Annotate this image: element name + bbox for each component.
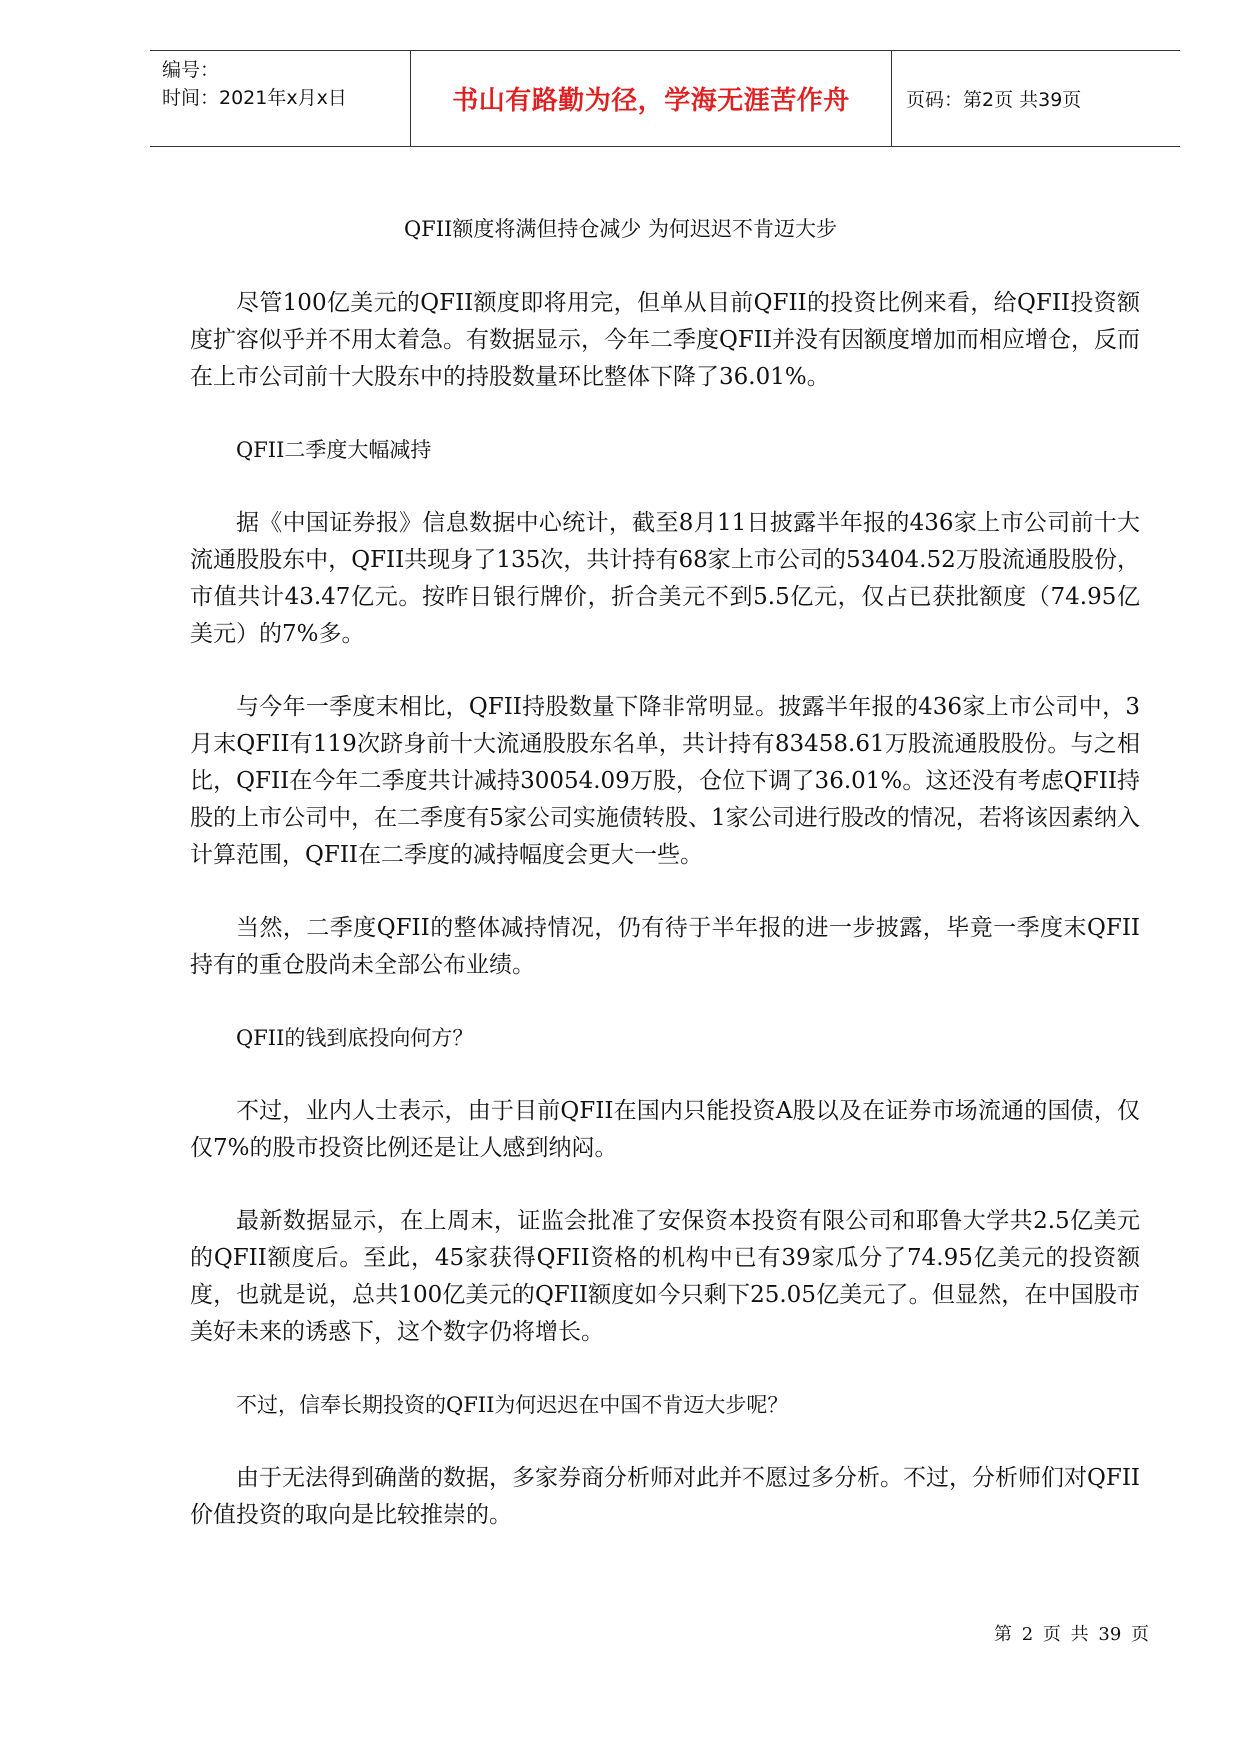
motto-text: 书山有路勤为径，学海无涯苦作舟: [452, 86, 850, 116]
paragraph-comparison: 与今年一季度末相比，QFII持股数量下降非常明显。披露半年报的436家上市公司中，3月末QFII有119次跻身前十大流通股股东名单，共计持有83458.61万股流通股股份。与之相比，QFII在今年二季度共计减持30054.09万股，仓位下调了36.01%。这还没有考虑QFII持股的上市公司中，在二季度有5家公司实施债转股、1家公司进行股改的情况，若将该因素纳入计算范围，QFII在二季度的减持幅度会更大一些。: [190, 694, 1140, 868]
article-body: [190, 285, 1140, 1570]
section-heading-investment: QFII的钱到底投向何方？: [236, 1026, 474, 1050]
header-meta-cell: [150, 51, 411, 146]
header-page-cell: [892, 51, 1180, 146]
article-title: QFII额度将满但持仓减少 为何迟迟不肯迈大步: [403, 217, 838, 241]
page-footer: 第 2 页 共 39 页: [994, 1624, 1149, 1645]
paragraph-puzzle: 不过，业内人士表示，由于目前QFII在国内只能投资A股以及在证券市场流通的国债，仅仅7%的股市投资比例还是让人感到纳闷。: [190, 1098, 1140, 1161]
paragraph-statistics: 据《中国证券报》信息数据中心统计，截至8月11日披露半年报的436家上市公司前十大流通股股东中，QFII共现身了135次，共计持有68家上市公司的53404.52万股流通股股份，市值共计43.47亿元。按昨日银行牌价，折合美元不到5.5亿元，仅占已获批额度（74.95亿美元）的7%多。: [190, 510, 1140, 647]
paragraph-intro: 尽管100亿美元的QFII额度即将用完，但单从目前QFII的投资比例来看，给QFII投资额度扩容似乎并不用太着急。有数据显示，今年二季度QFII并没有因额度增加而相应增仓，反而在上市公司前十大股东中的持股数量环比整体下降了36.01%。: [190, 290, 1140, 390]
header-motto-cell: [411, 51, 892, 146]
page-code: 页码：第2页 共39页: [906, 89, 1082, 111]
paragraph-analysts: 由于无法得到确凿的数据，多家券商分析师对此并不愿过多分析。不过，分析师们对QFII价值投资的取向是比较推崇的。: [190, 1465, 1140, 1528]
page-header: [150, 50, 1180, 147]
section-heading-question: 不过，信奉长期投资的QFII为何迟迟在中国不肯迈大步呢？: [236, 1393, 789, 1417]
paragraph-pending: 当然，二季度QFII的整体减持情况，仍有待于半年报的进一步披露，毕竟一季度末QFII持有的重仓股尚未全部公布业绩。: [190, 915, 1140, 978]
section-heading-reduction: QFII二季度大幅减持: [236, 438, 432, 462]
document-date-label: 时间：2021年x月x日: [162, 87, 347, 109]
paragraph-latest-data: 最新数据显示，在上周末，证监会批准了安保资本投资有限公司和耶鲁大学共2.5亿美元的QFII额度后。至此，45家获得QFII资格的机构中已有39家瓜分了74.95亿美元的投资额度，也就是说，总共100亿美元的QFII额度如今只剩下25.05亿美元了。但显然，在中国股市美好未来的诱惑下，这个数字仍将增长。: [190, 1208, 1140, 1345]
document-number-label: 编号：: [162, 59, 220, 81]
